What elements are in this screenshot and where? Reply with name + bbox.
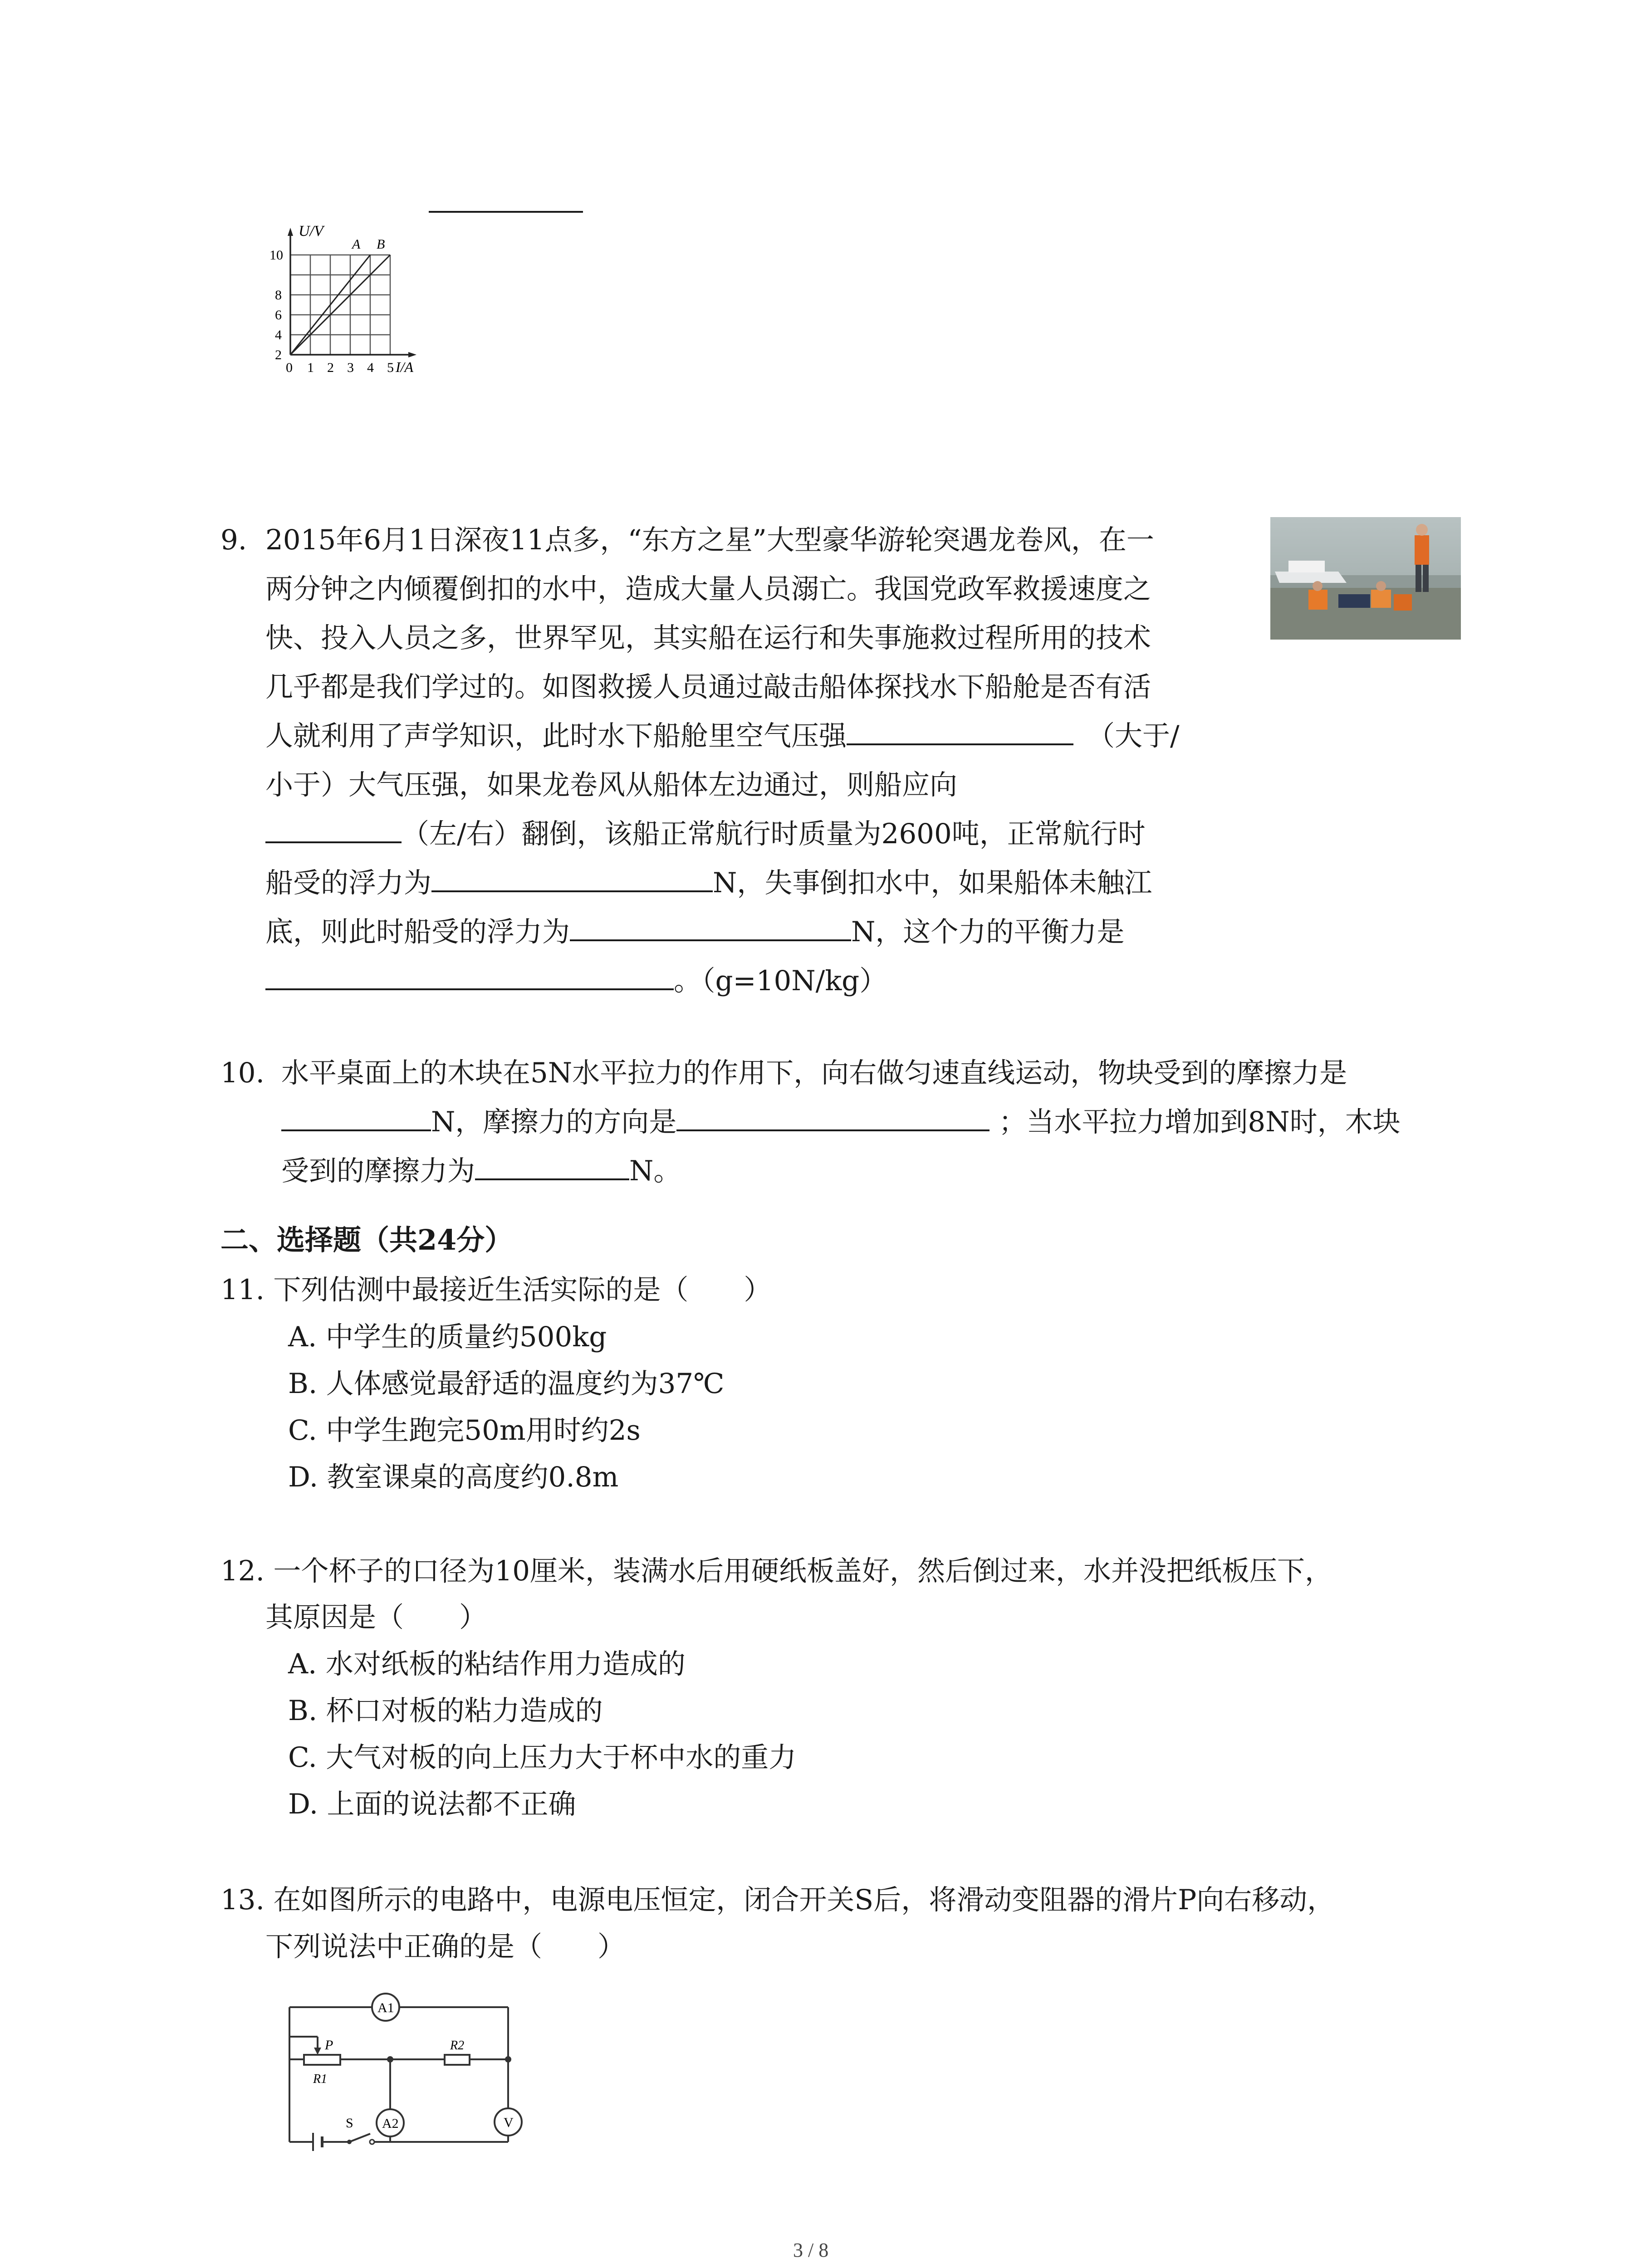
- q13-stem-line-2: 下列说法中正确的是（ ）: [265, 1931, 626, 1963]
- x-tick: 4: [367, 360, 374, 375]
- q11-option-d: D. 教室课桌的高度约0.8m: [288, 1461, 619, 1493]
- q9-line-8: [265, 859, 1152, 908]
- q9-line-9-text: 底，则此时船受的浮力为: [265, 916, 570, 948]
- slider-label: P: [325, 2038, 333, 2053]
- q9-line-6: 小于）大气压强，如果龙卷风从船体左边通过，则船应向: [265, 769, 958, 801]
- rescue-photo: [1270, 517, 1461, 640]
- y-tick: 8: [275, 288, 282, 303]
- resistor-r2: [445, 2055, 470, 2065]
- q10-number: 10.: [220, 1057, 265, 1089]
- q9-line-9-tail: N，这个力的平衡力是: [851, 916, 1125, 948]
- q12-stem-line-1: 12. 一个杯子的口径为10厘米，装满水后用硬纸板盖好，然后倒过来，水并没把纸板压下，: [220, 1555, 1333, 1587]
- q9-line-10: [265, 957, 887, 1006]
- ammeter-a2-label: A2: [382, 2116, 399, 2131]
- q10-line-2-tail: ；当水平拉力增加到8N时，木块: [999, 1106, 1401, 1138]
- q12-option-a: A. 水对纸板的粘结作用力造成的: [288, 1648, 686, 1680]
- q11-stem: 11. 下列估测中最接近生活实际的是（ ）: [220, 1274, 772, 1306]
- rescuer-standing: [1415, 535, 1429, 565]
- q10-line-2-text: N，摩擦力的方向是: [431, 1106, 677, 1138]
- y-axis-arrow: [288, 228, 293, 236]
- q11-option-b: B. 人体感觉最舒适的温度约为37℃: [288, 1368, 725, 1400]
- answer-blank-friction: [281, 1101, 431, 1131]
- answer-blank-balance-force: [265, 960, 674, 990]
- answer-blank-direction: [265, 813, 402, 843]
- q9-line-9: [265, 908, 1124, 957]
- q11-option-a: A. 中学生的质量约500kg: [288, 1321, 607, 1353]
- ammeter-a1-label: A1: [377, 2000, 394, 2015]
- r2-label: R2: [450, 2038, 465, 2053]
- resistor-r1: [304, 2055, 340, 2065]
- x-tick: 0: [286, 360, 293, 375]
- boat: [1275, 572, 1347, 583]
- riverbank: [1270, 585, 1461, 640]
- circuit-diagram: [281, 1982, 535, 2155]
- q9-line-3: 快、投入人员之多，世界罕见，其实船在运行和失事施救过程所用的技术: [265, 622, 1151, 654]
- q10-line-2: [281, 1098, 1401, 1147]
- slider-arrow: [314, 2048, 321, 2055]
- y-tick: 4: [275, 327, 282, 342]
- q12-option-b: B. 杯口对板的粘力造成的: [288, 1695, 603, 1727]
- x-axis-arrow: [408, 352, 416, 357]
- x-tick: 3: [347, 360, 354, 375]
- q9-line-7: [265, 810, 1146, 859]
- answer-blank-buoyancy-normal: [431, 862, 713, 892]
- q9-line-5: [265, 712, 1180, 761]
- answer-blank-pressure: [847, 715, 1073, 745]
- q13-stem-line-1: 13. 在如图所示的电路中，电源电压恒定，闭合开关S后，将滑动变阻器的滑片P向右移动，: [220, 1884, 1335, 1916]
- answer-blank-buoyancy-capsized: [570, 911, 851, 941]
- line-a-label: A: [352, 237, 361, 252]
- q10-line-1: 水平桌面上的木块在5N水平拉力的作用下，向右做匀速直线运动，物块受到的摩擦力是: [281, 1057, 1347, 1089]
- q9-line-10-text: 。（g=10N/kg）: [674, 965, 887, 997]
- y-tick: 10: [269, 248, 283, 263]
- section-title: 二、选择题（共24分）: [220, 1223, 513, 1256]
- answer-blank-friction-8n: [475, 1150, 629, 1180]
- q9-line-8-tail: N，失事倒扣水中，如果船体未触江: [713, 867, 1152, 899]
- r1-label: R1: [313, 2072, 328, 2086]
- y-tick: 2: [275, 347, 282, 362]
- q9-line-7-text: （左/右）翻倒，该船正常航行时质量为2600吨，正常航行时: [402, 818, 1146, 850]
- rescuer-kneeling: [1308, 590, 1327, 610]
- page-number: 3 / 8: [793, 2239, 829, 2261]
- q12-option-c: C. 大气对板的向上压力大于杯中水的重力: [288, 1741, 797, 1774]
- q9-line-1: 2015年6月1日深夜11点多，“东方之星”大型豪华游轮突遇龙卷风，在一: [265, 524, 1154, 556]
- x-tick: 2: [327, 360, 334, 375]
- line-b: [290, 255, 390, 355]
- switch-label: S: [346, 2116, 353, 2131]
- x-tick: 5: [387, 360, 394, 375]
- x-axis-label: I/A: [396, 359, 414, 375]
- y-axis-label: U/V: [299, 223, 323, 240]
- y-tick: 6: [275, 308, 282, 323]
- q9-line-5-text: 人就利用了声学知识，此时水下船舱里空气压强: [265, 720, 847, 752]
- q10-line-3-text: 受到的摩擦力为: [281, 1155, 475, 1187]
- line-b-label: B: [377, 237, 385, 252]
- answer-blank-friction-direction: [676, 1101, 989, 1131]
- q9-line-8-text: 船受的浮力为: [265, 867, 432, 899]
- q12-option-d: D. 上面的说法都不正确: [288, 1788, 576, 1820]
- q12-stem-line-2: 其原因是（ ）: [265, 1601, 487, 1633]
- q9-number: 9.: [220, 524, 247, 556]
- q9-line-4: 几乎都是我们学过的。如图救援人员通过敲击船体探找水下船舱是否有活: [265, 671, 1151, 703]
- q9-line-5-tail: （大于/: [1087, 720, 1180, 752]
- q10-line-3: [281, 1147, 681, 1196]
- q10-line-3-tail: N。: [629, 1155, 681, 1187]
- x-tick: 1: [307, 360, 314, 375]
- u-i-graph: [263, 218, 445, 386]
- voltmeter-label: V: [504, 2115, 514, 2130]
- q9-line-2: 两分钟之内倾覆倒扣的水中，造成大量人员溺亡。我国党政军救援速度之: [265, 573, 1151, 605]
- q11-option-c: C. 中学生跑完50m用时约2s: [288, 1414, 641, 1447]
- answer-blank: [429, 211, 583, 213]
